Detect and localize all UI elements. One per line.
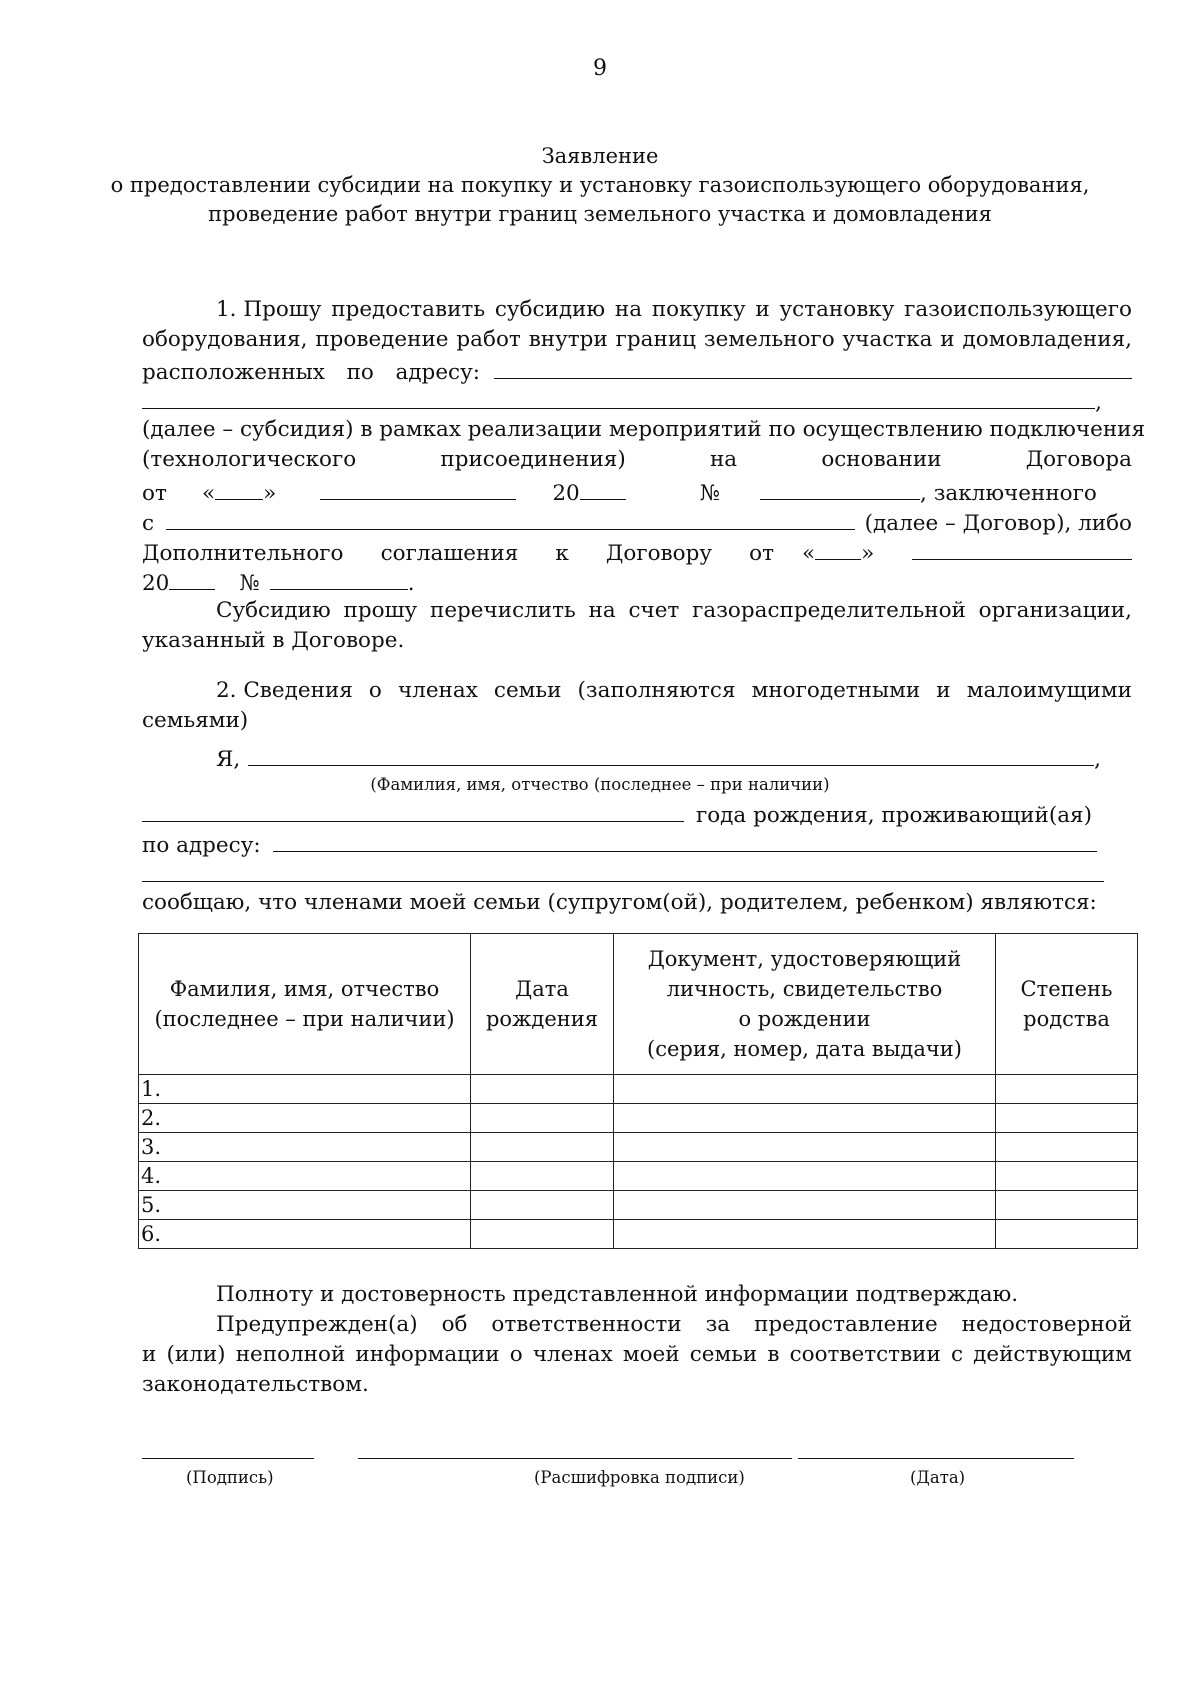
word: моей	[622, 1342, 680, 1367]
confirm-line-4: законодательством.	[142, 1372, 369, 1397]
word: соглашения	[380, 541, 519, 566]
agreement-quote-open: «	[802, 541, 816, 566]
agreement-quote-close: »	[861, 541, 875, 566]
section2-line-1	[216, 677, 1132, 705]
confirm-line-1: Полноту и достоверность представленной информации подтверждаю.	[216, 1282, 1019, 1307]
quote-open: «	[202, 481, 216, 506]
contract-year-prefix: 20	[552, 481, 580, 506]
contract-day-blank[interactable]	[215, 477, 263, 500]
word: (технологического	[142, 447, 357, 472]
word: 2. Сведения	[216, 678, 353, 703]
agreement-month-blank[interactable]	[912, 537, 1132, 560]
residence-blank-2[interactable]	[142, 859, 1104, 882]
document-title	[100, 142, 1100, 229]
section1-line-10	[142, 567, 1132, 598]
word: (или)	[166, 1342, 226, 1367]
table-row	[139, 1191, 1138, 1220]
word: предоставить	[331, 297, 486, 322]
transfer-line-2: указанный в Договоре.	[142, 628, 405, 653]
header-document-line-3: о рождении	[738, 1007, 871, 1031]
row-number: 1.	[139, 1075, 471, 1104]
section1-line-9	[142, 537, 1132, 568]
section2-line-2: семьями)	[142, 708, 249, 733]
title-line-3: проведение работ внутри границ земельного участка и домовладения	[208, 202, 992, 226]
address-label	[142, 359, 480, 387]
table-row	[139, 1162, 1138, 1191]
signature-caption: (Подпись)	[186, 1468, 274, 1487]
residence-line-2	[142, 859, 1104, 882]
birth-date-cell[interactable]	[471, 1191, 614, 1220]
word: покупку	[651, 297, 746, 322]
relationship-cell[interactable]	[996, 1220, 1138, 1249]
word: основании	[821, 447, 942, 472]
signature-decode-line[interactable]	[358, 1458, 792, 1459]
word: оборудования,	[142, 327, 308, 352]
word: и	[142, 1342, 157, 1367]
word: о	[368, 678, 382, 703]
word: Дополнительного	[142, 541, 344, 566]
word: (заполняются	[577, 678, 736, 703]
word: Договору	[605, 541, 713, 566]
section1-line-8	[142, 507, 1132, 538]
header-identity-document	[614, 934, 996, 1075]
word: 1. Прошу	[216, 297, 322, 322]
agreement-label	[142, 540, 774, 568]
row-number: 2.	[139, 1104, 471, 1133]
contract-number-label: №	[699, 481, 721, 506]
organization-blank[interactable]	[166, 507, 855, 530]
word: по	[346, 360, 374, 385]
word: Предупрежден(а)	[216, 1312, 418, 1337]
word: действующим	[973, 1342, 1132, 1367]
address-blank-2[interactable]	[142, 386, 1095, 409]
agreement-day-blank[interactable]	[815, 537, 861, 560]
word: домовладения,	[962, 327, 1132, 352]
document-cell[interactable]	[614, 1133, 996, 1162]
agreement-number-blank[interactable]	[270, 567, 408, 590]
section1-line-5: (далее – субсидия) в рамках реализации мероприятий по осуществлению подключения	[142, 417, 1146, 442]
word: и	[936, 678, 951, 703]
header-full-name-line-2: (последнее – при наличии)	[154, 1007, 455, 1031]
title-line-2: о предоставлении субсидии на покупку и установку газоиспользующего оборудования,	[110, 173, 1090, 197]
quote-close: »	[263, 481, 277, 506]
full-name-blank[interactable]	[248, 743, 1094, 766]
agreement-year-prefix: 20	[142, 571, 170, 596]
word: адресу:	[395, 360, 480, 385]
birth-date-cell[interactable]	[471, 1104, 614, 1133]
word: информации	[355, 1342, 500, 1367]
row-number: 3.	[139, 1133, 471, 1162]
document-cell[interactable]	[614, 1075, 996, 1104]
header-relationship-line-2: родства	[1023, 1007, 1110, 1031]
relationship-cell[interactable]	[996, 1104, 1138, 1133]
word: к	[555, 541, 569, 566]
word: перечислить	[429, 598, 576, 623]
row-number: 6.	[139, 1220, 471, 1249]
residence-blank[interactable]	[273, 829, 1097, 852]
word: за	[705, 1312, 731, 1337]
word: от	[749, 541, 774, 566]
row-number: 4.	[139, 1162, 471, 1191]
contract-month-blank[interactable]	[320, 477, 516, 500]
row-number: 5.	[139, 1191, 471, 1220]
document-cell[interactable]	[614, 1220, 996, 1249]
birth-date-cell[interactable]	[471, 1162, 614, 1191]
section1-line-4	[142, 386, 1102, 417]
word: установку	[779, 297, 895, 322]
residence-label: по адресу:	[142, 833, 261, 858]
document-cell[interactable]	[614, 1162, 996, 1191]
word: субсидию	[494, 297, 606, 322]
table-row	[139, 1075, 1138, 1104]
word: на	[709, 447, 738, 472]
contract-year-blank[interactable]	[580, 477, 626, 500]
table-row	[139, 1220, 1138, 1249]
members-line: сообщаю, что членами моей семьи (супругом(ой), родителем, ребенком) являются:	[142, 890, 1097, 915]
word: на	[614, 297, 643, 322]
page-number: 9	[593, 56, 607, 81]
word: семьи	[689, 1342, 758, 1367]
word: прошу	[343, 598, 418, 623]
word: многодетными	[751, 678, 921, 703]
birth-date-cell[interactable]	[471, 1133, 614, 1162]
word: семьи	[493, 678, 562, 703]
word: Договора	[1025, 447, 1132, 472]
relationship-cell[interactable]	[996, 1075, 1138, 1104]
relationship-cell[interactable]	[996, 1133, 1138, 1162]
word: Субсидию	[216, 598, 331, 623]
with-label: с	[142, 511, 155, 536]
word: недостоверной	[961, 1312, 1132, 1337]
header-full-name	[139, 934, 471, 1075]
word: членах	[532, 1342, 613, 1367]
word: газоиспользующего	[904, 297, 1132, 322]
document-cell[interactable]	[614, 1191, 996, 1220]
word: работ	[456, 327, 521, 352]
word: границ	[615, 327, 696, 352]
header-document-line-2: личность, свидетельство	[666, 977, 943, 1001]
agreement-number-label: №	[239, 571, 260, 596]
header-document-line-4: (серия, номер, дата выдачи)	[647, 1037, 962, 1061]
header-relationship	[996, 934, 1138, 1075]
signature-line[interactable]	[142, 1458, 314, 1459]
ya-label: Я,	[216, 747, 241, 772]
agreement-year-blank[interactable]	[169, 567, 215, 590]
word: проведение	[315, 327, 449, 352]
header-birth-date	[471, 934, 614, 1075]
header-relationship-line-1: Степень	[1020, 977, 1113, 1001]
confirm-line-2	[216, 1311, 1132, 1339]
transfer-line-1	[216, 597, 1132, 625]
word: счет	[628, 598, 680, 623]
word: предоставление	[754, 1312, 938, 1337]
signature-decode-caption: (Расшифровка подписи)	[534, 1468, 745, 1487]
birth-year-blank[interactable]	[142, 799, 684, 822]
header-document-line-1: Документ, удостоверяющий	[647, 947, 962, 971]
section1-line-2	[142, 326, 1132, 354]
birth-line	[142, 799, 1092, 830]
date-line[interactable]	[798, 1458, 1074, 1459]
word: в	[767, 1342, 780, 1367]
relationship-cell[interactable]	[996, 1191, 1138, 1220]
date-caption: (Дата)	[910, 1468, 966, 1487]
header-birth-date-line-2: рождения	[485, 1007, 598, 1031]
name-line	[216, 743, 1101, 774]
word: земельного	[703, 327, 835, 352]
word: неполной	[235, 1342, 346, 1367]
word: организации,	[978, 598, 1132, 623]
birth-label: года рождения, проживающий(ая)	[695, 803, 1092, 828]
word: газораспределительной	[692, 598, 966, 623]
word: расположенных	[142, 360, 325, 385]
word: соответствии	[789, 1342, 941, 1367]
confirm-line-3	[142, 1341, 1132, 1369]
word: об	[441, 1312, 468, 1337]
section1-line-1	[216, 296, 1132, 324]
name-caption: (Фамилия, имя, отчество (последнее – при наличии)	[370, 775, 830, 794]
word: членах	[397, 678, 478, 703]
word: ответственности	[491, 1312, 682, 1337]
birth-date-cell[interactable]	[471, 1220, 614, 1249]
word: внутри	[528, 327, 608, 352]
document-cell[interactable]	[614, 1104, 996, 1133]
table-row	[139, 1104, 1138, 1133]
word: и	[755, 297, 770, 322]
table-header-row	[139, 934, 1138, 1075]
contract-number-blank[interactable]	[760, 477, 920, 500]
section1-line-3	[142, 356, 1132, 387]
word: присоединения)	[440, 447, 626, 472]
name-comma: ,	[1094, 747, 1101, 772]
header-birth-date-line-1: Дата	[515, 977, 569, 1001]
word: на	[588, 598, 616, 623]
header-full-name-line-1: Фамилия, имя, отчество	[169, 977, 440, 1001]
address-comma: ,	[1095, 390, 1102, 415]
family-members-table	[138, 933, 1138, 1249]
relationship-cell[interactable]	[996, 1162, 1138, 1191]
birth-date-cell[interactable]	[471, 1075, 614, 1104]
contract-suffix: (далее – Договор), либо	[864, 511, 1132, 536]
agreement-end: .	[407, 571, 415, 596]
address-blank[interactable]	[494, 356, 1132, 379]
word: малоимущими	[966, 678, 1132, 703]
residence-line	[142, 829, 1097, 860]
section1-line-6	[142, 446, 1132, 474]
word: о	[509, 1342, 523, 1367]
word: и	[940, 327, 955, 352]
section1-line-7	[142, 477, 1132, 508]
contract-from-label: от	[142, 481, 167, 506]
title-line-1: Заявление	[541, 144, 659, 168]
word: с	[950, 1342, 964, 1367]
contract-concluded-label: , заключенного	[920, 481, 1097, 506]
word: участка	[842, 327, 933, 352]
table-row	[139, 1133, 1138, 1162]
